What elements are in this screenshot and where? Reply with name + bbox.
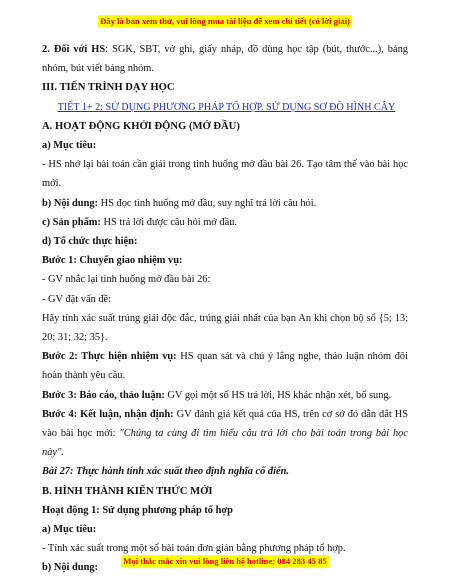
step4-label: Bước 4: Kết luận, nhận định: [42, 408, 174, 420]
lesson-27-title: Bài 27: Thực hành tính xác suất theo định nghĩa cổ điển. [42, 466, 289, 478]
activity-1-objective-text: - Tính xác suất trong một số bài toán đơn giản bằng phương pháp tổ hợp. [42, 543, 346, 555]
step2-label: Bước 2: Thực hiện nhiệm vụ: [42, 351, 177, 363]
objective-label: a) Mục tiêu: [42, 140, 97, 152]
activity-1-content-label: b) Nội dung: [42, 562, 99, 574]
hotline-banner [0, 551, 450, 569]
step2-text: HS quan sát và chú ý lắng nghe, thảo luận nhóm đôi hoàn thành yêu cầu. [42, 351, 408, 382]
lesson-title-link[interactable]: TIẾT 1+ 2: SỬ DỤNG PHƯƠNG PHÁP TỔ HỢP. SỬ DỤNG SƠ ĐỒ HÌNH CÂY [57, 101, 396, 113]
product-text: HS trả lời được câu hỏi mở đầu. [100, 216, 237, 228]
section-heading-a: A. HOẠT ĐỘNG KHỞI ĐỘNG (MỞ ĐẦU) [42, 120, 240, 132]
hs-materials-text: : SGK, SBT, vở ghi, giấy nháp, đồ dùng học tập (bút, thước...), bảng nhóm, bút viết bảng nhóm. [42, 44, 409, 75]
paragraph-hs-materials [42, 40, 408, 78]
section-heading-iii: III. TIẾN TRÌNH DẠY HỌC [42, 82, 175, 94]
step4-text: GV đánh giá kết quả của HS, trên cơ sở đó dẫn dắt HS vào bài học mới: [42, 408, 408, 440]
objective-text: - HS nhớ lại bài toán cần giải trong tình huống mở đầu bài 26. Tạo tâm thế vào bài học mới. [42, 159, 408, 190]
hs-materials-label: 2. Đối với HS [42, 44, 106, 55]
content-text: HS đọc tình huống mở đầu, suy nghĩ trả lời câu hỏi. [98, 197, 317, 209]
step4-paragraph [42, 405, 408, 463]
document-body [42, 40, 408, 578]
content-paragraph [42, 194, 408, 213]
content-label: b) Nội dung: [42, 197, 99, 209]
preview-notice-text: Đây là bản xem thử, vui lòng mua tài liệu để xem chi tiết (có lời giải) [100, 16, 350, 26]
activity-1-objective-label: a) Mục tiêu: [42, 524, 97, 536]
product-paragraph [42, 213, 408, 232]
organization-label: d) Tổ chức thực hiện: [42, 236, 138, 248]
preview-notice-banner [0, 11, 450, 29]
section-heading-b: B. HÌNH THÀNH KIẾN THỨC MỚI [42, 485, 213, 497]
step3-label: Bước 3: Báo cáo, thảo luận: [42, 389, 165, 401]
step3-paragraph [42, 386, 408, 405]
step2-paragraph [42, 347, 408, 385]
step1-line1: - GV nhắc lại tình huống mở đầu bài 26: [42, 274, 211, 286]
step1-label: Bước 1: Chuyển giao nhiệm vụ: [42, 255, 183, 267]
product-label: c) Sản phẩm: [42, 216, 101, 228]
step1-line2: - GV đặt vấn đề: [42, 293, 112, 305]
step1-question: Hãy tính xác suất trúng giải độc đắc, trúng giải nhất của bạn An khi chọn bộ số {5; 13; 20; 31; 32; 35}. [42, 312, 408, 344]
step3-text: GV gọi một số HS trả lời, HS khác nhận xét, bổ sung. [164, 389, 392, 401]
hotline-text: Mọi thắc mắc xin vui lòng liên hệ hotline: 084 283 45 85 [123, 556, 327, 566]
step4-quote: "Chúng ta cùng đi tìm hiểu câu trả lời cho bài toán trong bài học này". [42, 428, 408, 459]
activity-1-heading: Hoạt động 1: Sử dụng phương pháp tổ hợp [42, 504, 233, 516]
